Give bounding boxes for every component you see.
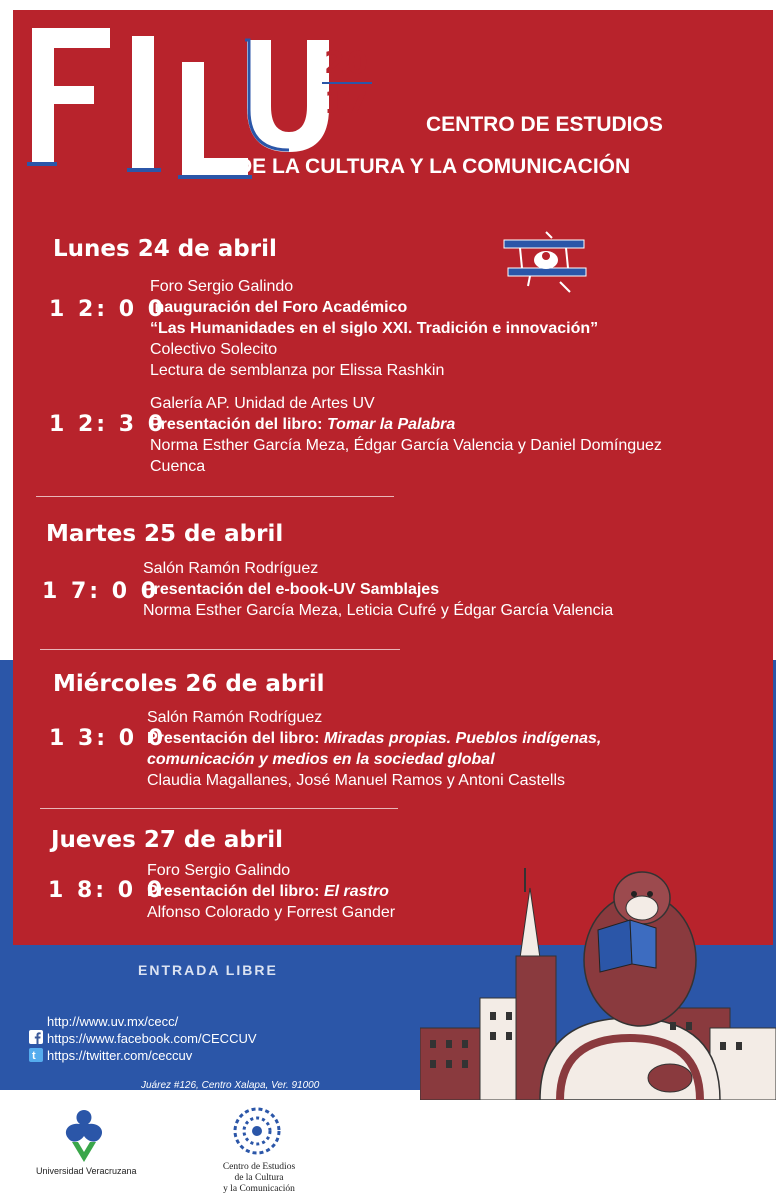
event-block bbox=[150, 393, 662, 477]
event-venue: Salón Ramón Rodríguez bbox=[147, 709, 323, 726]
uv-logo-icon bbox=[54, 1104, 114, 1164]
event-subtitle: “Las Humanidades en el siglo XXI. Tradición e innovación” bbox=[150, 320, 599, 337]
event-venue: Foro Sergio Galindo bbox=[147, 862, 291, 879]
event-time: 1 2: 0 0 bbox=[49, 297, 167, 322]
event-people: Cuenca bbox=[150, 458, 206, 475]
center-title-line1: CENTRO DE ESTUDIOS bbox=[426, 113, 663, 136]
event-title-prefix: Presentación del libro: bbox=[147, 883, 320, 900]
event-time: 1 8: 0 0 bbox=[48, 878, 166, 903]
logo-year-top: 20 bbox=[324, 46, 370, 81]
event-title-prefix: Presentación del libro: bbox=[147, 730, 320, 747]
bottom-white-strip bbox=[0, 1090, 776, 1200]
twitter-link[interactable]: https://twitter.com/ceccuv bbox=[47, 1048, 193, 1063]
event-block bbox=[143, 558, 613, 621]
facebook-link[interactable]: https://www.facebook.com/CECCUV bbox=[47, 1031, 257, 1046]
event-time: 1 3: 0 0 bbox=[49, 726, 167, 751]
event-time: 1 2: 3 0 bbox=[49, 412, 167, 437]
svg-text:t: t bbox=[32, 1050, 36, 1062]
phone: (228)1670620 bbox=[286, 1093, 349, 1104]
event-venue: Galería AP. Unidad de Artes UV bbox=[150, 395, 375, 412]
event-block bbox=[147, 860, 395, 923]
section-divider bbox=[40, 649, 400, 650]
event-venue: Foro Sergio Galindo bbox=[150, 278, 294, 295]
event-people: Alfonso Colorado y Forrest Gander bbox=[147, 904, 396, 921]
event-title-prefix: Presentación del libro: bbox=[150, 416, 323, 433]
day-heading-lunes: Lunes 24 de abril bbox=[53, 236, 277, 262]
event-people: Claudia Magallanes, José Manuel Ramos y Antoni Castells bbox=[147, 772, 565, 789]
event-book-title: Miradas propias. Pueblos indígenas, bbox=[323, 730, 602, 747]
logo-letter-i bbox=[124, 36, 164, 176]
day-heading-martes: Martes 25 de abril bbox=[46, 521, 284, 547]
event-block bbox=[150, 276, 598, 381]
logo-year-bottom: 17 bbox=[324, 86, 370, 121]
event-book-title-cont: comunicación y medios en la sociedad global bbox=[147, 751, 495, 768]
event-detail: Colectivo Solecito bbox=[150, 341, 278, 358]
event-book-title: El rastro bbox=[323, 883, 389, 900]
event-title: Presentación del e-book-UV Samblajes bbox=[143, 581, 440, 598]
logo-year-divider bbox=[322, 82, 372, 84]
event-book-title: Tomar la Palabra bbox=[326, 416, 456, 433]
logo-letter-f bbox=[24, 22, 112, 172]
event-block bbox=[147, 707, 601, 791]
event-detail: Lectura de semblanza por Elissa Rashkin bbox=[150, 362, 445, 379]
cecc-logo-icon bbox=[232, 1106, 282, 1156]
event-title: Inauguración del Foro Académico bbox=[150, 299, 408, 316]
cecc-name-line3: y la Comunicación bbox=[223, 1184, 295, 1194]
event-venue: Salón Ramón Rodríguez bbox=[143, 560, 319, 577]
section-divider bbox=[40, 808, 398, 809]
address: Juárez #126, Centro Xalapa, Ver. 91000 bbox=[141, 1080, 320, 1091]
event-people: Norma Esther García Meza, Édgar García Valencia y Daniel Domínguez bbox=[150, 437, 662, 454]
event-people: Norma Esther García Meza, Leticia Cufré y Édgar García Valencia bbox=[143, 602, 614, 619]
event-time: 1 7: 0 0 bbox=[42, 579, 160, 604]
cecc-name-line1: Centro de Estudios bbox=[222, 1162, 296, 1172]
facebook-icon bbox=[29, 1030, 43, 1044]
cecc-name-line2: de la Cultura bbox=[234, 1173, 284, 1183]
section-divider bbox=[36, 496, 394, 497]
entrada-libre: ENTRADA LIBRE bbox=[138, 962, 278, 978]
day-heading-miercoles: Miércoles 26 de abril bbox=[53, 671, 325, 697]
center-title-line2: DE LA CULTURA Y LA COMUNICACIÓN bbox=[237, 155, 631, 178]
uv-name: Universidad Veracruzana bbox=[36, 1166, 137, 1176]
cecc-name bbox=[214, 1162, 304, 1195]
website-link[interactable]: http://www.uv.mx/cecc/ bbox=[47, 1014, 179, 1029]
day-heading-jueves: Jueves 27 de abril bbox=[51, 827, 283, 853]
gorilla-city-illustration bbox=[420, 868, 776, 1100]
twitter-icon bbox=[29, 1048, 43, 1062]
